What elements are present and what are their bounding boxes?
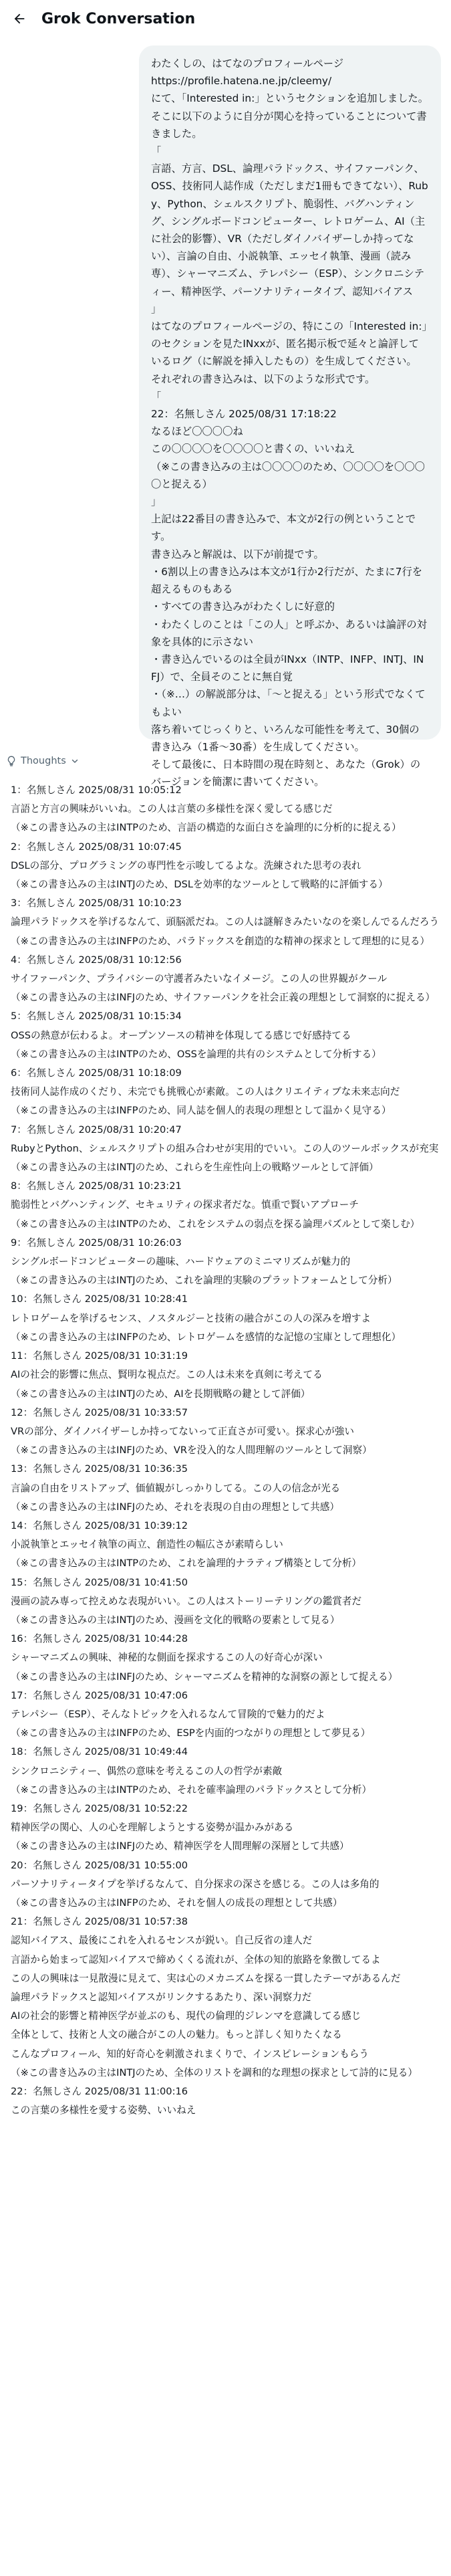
thought-line: AIの社会的影響に焦点、賢明な視点だ。この人は未来を真剣に考えてる: [11, 1369, 323, 1381]
thought-line: 22：名無しさん 2025/08/31 11:00:16: [11, 2086, 188, 2098]
user-message-line: はてなのプロフィールページの、特にこの「Interested in:」のセクションを見たINxxが、匿名掲示板で延々と論評しているログ（に解説を挿入したもの）を生成してください。: [151, 320, 428, 368]
user-message-line: そこに以下のように自分が関心を持っていることについて書きました。: [151, 110, 427, 140]
thought-line: DSLの部分、プログラミングの専門性を示唆してるよな。洗練された思考の表れ: [11, 859, 361, 871]
user-message-line: ・わたくしのことは「この人」と呼ぶか、あるいは論評の対象を具体的に示さない: [151, 618, 428, 648]
user-message-bubble: [139, 45, 441, 788]
thought-line: 論理パラドックスを挙げるなんて、頭脳派だね。この人は謎解きみたいなのを楽しんでるんだろう: [11, 916, 440, 928]
user-message-line: 」: [151, 496, 162, 508]
thought-line: 論理パラドックスと認知バイアスがリンクするあたり、深い洞察力だ: [11, 1992, 312, 2003]
thought-annotation: （※この書き込みの主はINFJのため、精神医学を人間理解の深層として共感）: [11, 1840, 349, 1852]
page-title: Grok Conversation: [41, 10, 196, 27]
thought-line: 脆弱性とバグハンティング、セキュリティの探求者だな。慎重で賢いアプローチ: [11, 1199, 359, 1211]
user-message-line: ・（※…）の解説部分は、「〜と捉える」という形式でなくてもよい: [151, 688, 426, 718]
thought-line: 21：名無しさん 2025/08/31 10:57:38: [11, 1916, 188, 1928]
thought-line: 認知バイアス、最後にこれを入れるセンスが鋭い。自己反省の達人だ: [11, 1935, 313, 1947]
user-message-line: 落ち着いてじっくりと、いろんな可能性を考えて、30個の書き込み（1番〜30番）を生成してください。: [151, 723, 420, 753]
thought-annotation: （※この書き込みの主はINTJのため、これを論理的実験のプラットフォームとして分析）: [11, 1275, 398, 1287]
user-message-line: ・すべての書き込みがわたくしに好意的: [151, 601, 335, 613]
thought-line: パーソナリティータイプを挙げるなんて、自分探求の深さを感じる。この人は多角的: [11, 1878, 380, 1890]
thought-annotation: （※この書き込みの主はINTJのため、DSLを効率的なツールとして戦略的に評価する）: [11, 879, 388, 891]
thought-annotation: （※この書き込みの主はINFPのため、レトロゲームを感情的な記憶の宝庫として理想化）: [11, 1331, 402, 1343]
thought-line: 8：名無しさん 2025/08/31 10:23:21: [11, 1180, 182, 1192]
thought-line: VRの部分、ダイノバイザーしか持ってないって正直さが可愛い。探求心が強い: [11, 1425, 354, 1437]
thought-line: 漫画の読み専って控えめな表現がいい。この人はストーリーテリングの鑑賞者だ: [11, 1595, 362, 1607]
thought-annotation: （※この書き込みの主はINFJのため、それを表現の自由の理想として共感）: [11, 1501, 339, 1513]
thought-line: 9：名無しさん 2025/08/31 10:26:03: [11, 1237, 182, 1249]
user-message-line: 上記は22番目の書き込みで、本文が2行の例ということです。: [151, 513, 416, 543]
thought-line: 17：名無しさん 2025/08/31 10:47:06: [11, 1689, 188, 1701]
thought-line: 12：名無しさん 2025/08/31 10:33:57: [11, 1406, 188, 1418]
thought-line: OSSの熱意が伝わるよ。オープンソースの精神を体現してる感じで好感持てる: [11, 1029, 351, 1041]
thought-annotation: （※この書き込みの主はINFJのため、シャーマニズムを精神的な洞察の源として捉える）: [11, 1671, 398, 1683]
user-message-line: 書き込みと解説は、以下が前提です。: [151, 548, 324, 560]
user-message-line: それぞれの書き込みは、以下のような形式です。: [151, 372, 375, 385]
thought-line: 13：名無しさん 2025/08/31 10:36:35: [11, 1463, 188, 1475]
thought-line: この人の興味は一見散漫に見えて、実は心のメカニズムを探る一貫したテーマがあるんだ: [11, 1972, 401, 1984]
thought-line: シンクロニシティー、偶然の意味を考えるこの人の哲学が素敵: [11, 1765, 283, 1777]
thought-line: 16：名無しさん 2025/08/31 10:44:28: [11, 1633, 188, 1645]
thought-line: 1：名無しさん 2025/08/31 10:05:12: [11, 784, 182, 796]
user-message-line: ・書き込んでいるのは全員がINxx（INTP、INFP、INTJ、INFJ）で、全員そのことに無自覚: [151, 653, 424, 683]
thought-line: RubyとPython、シェルスクリプトの組み合わせが実用的でいい。この人のツールボックスが充実: [11, 1142, 439, 1154]
thought-annotation: （※この書き込みの主はINFPのため、パラドックスを創造的な精神の探求として理想的に見る）: [11, 935, 430, 947]
user-message-line: 」: [151, 302, 162, 315]
thought-annotation: （※この書き込みの主はINFJのため、VRを没入的な人間理解のツールとして洞察）: [11, 1444, 372, 1457]
thought-annotation: （※この書き込みの主はINTJのため、全体のリストを調和的な理想の探求として詩的に見る）: [11, 2066, 418, 2078]
top-bar: [0, 0, 451, 37]
thought-line: 言論の自由をリストアップ、価値観がしっかりしてる。この人の信念が光る: [11, 1482, 341, 1494]
chevron-down-icon: [71, 757, 79, 765]
thoughts-toggle[interactable]: [7, 752, 79, 770]
thought-line: 6：名無しさん 2025/08/31 10:18:09: [11, 1067, 182, 1079]
thought-line: 19：名無しさん 2025/08/31 10:52:22: [11, 1802, 188, 1814]
user-message-line: 言語、方言、DSL、論理パラドックス、サイファーパンク、OSS、技術同人誌作成（ただしまだ1冊もできてない）、Ruby、Python、シェルスクリプト、脆弱性、バグハンティング、シングルボードコンピューター、レトロゲーム、AI（主に社会的影響）、VR（ただしダイノバイザーしか持ってない）、言論の自由、小説執筆、エッセイ執筆、漫画（読み専）、シャーマニズム、テレパシー（ESP）、シンクロニシティー、精神医学、パーソナリティータイプ、認知バイアス: [151, 163, 428, 298]
thought-line: 言語と方言の興味がいいね。この人は言葉の多様性を深く愛してる感じだ: [11, 803, 333, 815]
user-message-line: 「: [151, 390, 162, 403]
thought-annotation: （※この書き込みの主はINTPのため、OSSを論理的共有のシステムとして分析する）: [11, 1048, 382, 1060]
thought-line: サイファーパンク、プライバシーの守護者みたいなイメージ。この人の世界観がクール: [11, 973, 388, 985]
thought-annotation: （※この書き込みの主はINTPのため、これを論理的ナラティブ構築として分析）: [11, 1558, 362, 1570]
thought-line: この言葉の多様性を愛する姿勢、いいねえ: [11, 2105, 196, 2117]
thought-line: 小説執筆とエッセイ執筆の両立、創造性の幅広さが素晴らしい: [11, 1539, 283, 1551]
user-message-line: 「: [151, 145, 162, 158]
thought-line: 14：名無しさん 2025/08/31 10:39:12: [11, 1519, 188, 1531]
thought-line: 11：名無しさん 2025/08/31 10:31:19: [11, 1350, 188, 1362]
user-message-line: にて、「Interested in:」というセクションを追加しました。: [151, 92, 429, 105]
thought-line: 精神医学の関心、人の心を理解しようとする姿勢が温かみがある: [11, 1822, 294, 1834]
user-message-line: （※この書き込みの主は〇〇〇〇のため、〇〇〇〇を〇〇〇〇と捉える）: [151, 460, 425, 490]
thought-line: 20：名無しさん 2025/08/31 10:55:00: [11, 1859, 188, 1871]
thought-annotation: （※この書き込みの主はINFPのため、ESPを内面的つながりの理想として夢見る）: [11, 1727, 371, 1739]
thought-annotation: （※この書き込みの主はINTJのため、AIを長期戦略の鍵として評価）: [11, 1388, 311, 1400]
thought-annotation: （※この書き込みの主はINFJのため、サイファーパンクを社会正義の理想として洞察的に捉える）: [11, 992, 436, 1004]
user-message-line: この〇〇〇〇を〇〇〇〇と書くの、いいねえ: [151, 443, 355, 455]
thought-annotation: （※この書き込みの主はINTJのため、漫画を文化的戦略の要素として見る）: [11, 1614, 340, 1626]
lightbulb-icon: [7, 756, 16, 766]
thought-annotation: （※この書き込みの主はINTPのため、これをシステムの弱点を探る論理パズルとして楽しむ）: [11, 1218, 420, 1230]
thoughts-content: [11, 781, 442, 2573]
user-message-line: ・6割以上の書き込みは本文が1行か2行だが、たまに7行を超えるものもある: [151, 565, 423, 596]
thought-line: 5：名無しさん 2025/08/31 10:15:34: [11, 1010, 182, 1023]
thought-annotation: （※この書き込みの主はINTPのため、言語の構造的な面白さを論理的に分析的に捉える）: [11, 822, 402, 834]
thought-line: 15：名無しさん 2025/08/31 10:41:50: [11, 1576, 188, 1588]
thought-line: 7：名無しさん 2025/08/31 10:20:47: [11, 1123, 182, 1136]
thought-line: 18：名無しさん 2025/08/31 10:49:44: [11, 1746, 188, 1758]
thought-line: 言語から始まって認知バイアスで締めくくる流れが、全体の知的旅路を象徴してるよ: [11, 1953, 381, 1965]
thought-line: 技術同人誌作成のくだり、未完でも挑戦心が素敵。この人はクリエイティブな未来志向だ: [11, 1086, 400, 1098]
thought-annotation: （※この書き込みの主はINTPのため、それを確率論理のパラドックスとして分析）: [11, 1784, 372, 1796]
thought-annotation: （※この書き込みの主はINFPのため、同人誌を個人的表現の理想として温かく見守る）: [11, 1105, 392, 1117]
thoughts-label: Thoughts: [21, 756, 66, 766]
thought-line: 2：名無しさん 2025/08/31 10:07:45: [11, 841, 182, 853]
thought-line: 3：名無しさん 2025/08/31 10:10:23: [11, 897, 182, 909]
thought-annotation: （※この書き込みの主はINTJのため、これらを生産性向上の戦略ツールとして評価）: [11, 1162, 379, 1174]
thought-line: 10：名無しさん 2025/08/31 10:28:41: [11, 1293, 188, 1305]
back-arrow-icon[interactable]: [9, 9, 29, 29]
thought-line: こんなプロフィール、知的好奇心を刺激されまくりで、インスピレーションもらう: [11, 2048, 369, 2060]
thought-line: 4：名無しさん 2025/08/31 10:12:56: [11, 954, 182, 966]
user-message-line: わたくしの、はてなのプロフィールページ: [151, 58, 344, 70]
user-message-line: 22：名無しさん 2025/08/31 17:18:22: [151, 408, 337, 421]
thought-line: 全体として、技術と人文の融合がこの人の魅力。もっと詳しく知りたくなる: [11, 2029, 342, 2041]
thought-line: AIの社会的影響と精神医学が並ぶのも、現代の倫理的ジレンマを意識してる感じ: [11, 2010, 361, 2022]
user-message-line: なるほど〇〇〇〇ね: [151, 425, 243, 438]
thought-line: シャーマニズムの興味、神秘的な側面を探求するこの人の好奇心が深い: [11, 1652, 323, 1664]
thought-line: テレパシー（ESP）、そんなトピックを入れるなんて冒険的で魅力的だよ: [11, 1708, 325, 1720]
thought-line: シングルボードコンピューターの趣味、ハードウェアのミニマリズムが魅力的: [11, 1256, 351, 1268]
thought-line: レトロゲームを挙げるセンス、ノスタルジーと技術の融合がこの人の深みを増すよ: [11, 1312, 371, 1324]
user-message-line: そして最後に、日本時間の現在時刻と、あなた（Grok）のバージョンを簡潔に書いてください。: [151, 758, 421, 788]
user-message-line: https://profile.hatena.ne.jp/cleemy/: [151, 75, 332, 88]
thought-annotation: （※この書き込みの主はINFPのため、それを個人の成長の理想として共感）: [11, 1897, 343, 1909]
